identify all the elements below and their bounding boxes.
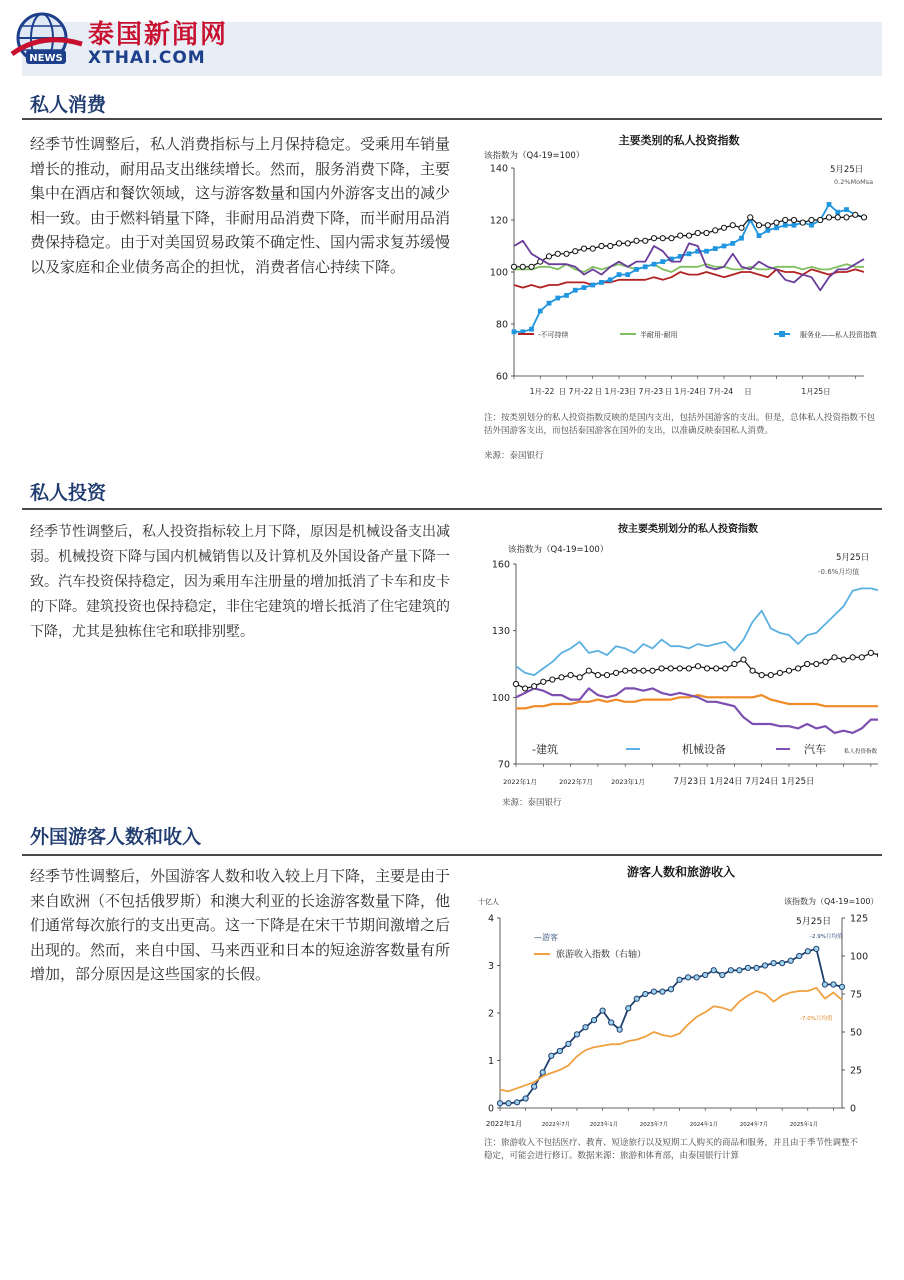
y-axis-unit: 该指数为（Q4-19=100） bbox=[484, 151, 585, 161]
data-point bbox=[564, 293, 569, 298]
data-point bbox=[599, 280, 604, 285]
x-tick-label: 2022年1月 bbox=[485, 1120, 523, 1128]
data-point bbox=[839, 984, 844, 989]
data-point bbox=[835, 215, 840, 220]
data-point bbox=[711, 968, 716, 973]
legend-label: 半耐用-耐用 bbox=[640, 331, 678, 339]
data-point bbox=[827, 202, 832, 207]
data-point bbox=[704, 249, 709, 254]
data-point bbox=[609, 1020, 614, 1025]
y2-tick-label: 25 bbox=[850, 1065, 863, 1077]
data-point bbox=[643, 238, 648, 243]
x-tick-label: 2022年1月 bbox=[503, 778, 537, 786]
data-point bbox=[694, 975, 699, 980]
data-point bbox=[850, 655, 855, 660]
change-label-lower: -7.0%月均值 bbox=[800, 1016, 833, 1022]
data-point bbox=[515, 1100, 520, 1105]
data-point bbox=[625, 241, 630, 246]
data-point bbox=[732, 661, 737, 666]
data-point bbox=[745, 965, 750, 970]
data-point bbox=[805, 661, 810, 666]
data-point bbox=[634, 996, 639, 1001]
data-point bbox=[669, 236, 674, 241]
data-point bbox=[713, 228, 718, 233]
y-axis-unit: 十亿人 bbox=[478, 898, 499, 906]
data-point bbox=[786, 668, 791, 673]
data-point bbox=[614, 670, 619, 675]
data-point bbox=[814, 946, 819, 951]
data-point bbox=[861, 215, 866, 220]
data-point bbox=[704, 230, 709, 235]
data-point bbox=[695, 664, 700, 669]
legend-label: 服务业——私人投资指数 bbox=[800, 331, 877, 339]
data-point bbox=[737, 968, 742, 973]
consumption-chart bbox=[478, 128, 878, 408]
data-point bbox=[844, 215, 849, 220]
data-point bbox=[796, 666, 801, 671]
data-point bbox=[590, 283, 595, 288]
globe-icon bbox=[8, 10, 86, 70]
data-point bbox=[623, 668, 628, 673]
x-tick-label: 2023年1月 bbox=[589, 1122, 619, 1128]
data-point bbox=[814, 661, 819, 666]
y-tick-label: 60 bbox=[495, 371, 508, 383]
legend-label: 私人投资指数 bbox=[844, 749, 878, 755]
data-point bbox=[660, 989, 665, 994]
date-label: 5月25日 bbox=[830, 165, 864, 175]
y-tick-label: 100 bbox=[491, 692, 510, 704]
data-point bbox=[771, 961, 776, 966]
data-point bbox=[651, 989, 656, 994]
legend-label: -建筑 bbox=[532, 743, 558, 756]
y2-tick-label: 0 bbox=[850, 1103, 857, 1115]
data-point bbox=[757, 233, 762, 238]
data-point bbox=[538, 309, 543, 314]
x-tick-label: 2025年1月 bbox=[789, 1122, 819, 1128]
data-point bbox=[877, 653, 878, 658]
investment-chart bbox=[478, 518, 878, 790]
data-point bbox=[643, 264, 648, 269]
data-point bbox=[859, 655, 864, 660]
tourism-chart bbox=[474, 858, 882, 1136]
data-point bbox=[809, 217, 814, 222]
series-line-0 bbox=[500, 949, 842, 1103]
data-point bbox=[788, 958, 793, 963]
data-point bbox=[677, 977, 682, 982]
data-point bbox=[559, 675, 564, 680]
data-point bbox=[650, 668, 655, 673]
data-point bbox=[523, 686, 528, 691]
news-badge: NEWS bbox=[29, 53, 63, 64]
data-point bbox=[756, 223, 761, 228]
date-label: 5月25日 bbox=[796, 917, 832, 927]
x-tick-label: 日 1月-23 bbox=[594, 387, 630, 396]
y-tick-label: 1 bbox=[487, 1056, 494, 1067]
data-point bbox=[523, 1096, 528, 1101]
change-label: 0.2%MoMsa bbox=[834, 178, 874, 186]
data-point bbox=[835, 210, 840, 215]
data-point bbox=[591, 1018, 596, 1023]
x-tick-label: 日 7月-24 bbox=[698, 387, 734, 396]
data-point bbox=[678, 233, 683, 238]
data-point bbox=[768, 673, 773, 678]
data-point bbox=[659, 666, 664, 671]
data-point bbox=[652, 262, 657, 267]
y-tick-label: 80 bbox=[495, 319, 508, 331]
data-point bbox=[783, 223, 788, 228]
data-point bbox=[625, 272, 630, 277]
x-tick-label: 7月23日 1月24日 7月24日 1月25日 bbox=[673, 777, 815, 787]
data-point bbox=[762, 963, 767, 968]
data-point bbox=[730, 241, 735, 246]
data-point bbox=[660, 259, 665, 264]
data-point bbox=[686, 233, 691, 238]
data-point bbox=[541, 679, 546, 684]
data-point bbox=[695, 230, 700, 235]
data-point bbox=[555, 251, 560, 256]
data-point bbox=[634, 238, 639, 243]
consumption-chart-note: 注：按类别划分的私人投资指数反映的是国内支出，包括外国游客的支出。但是，总体私人投资指数不包括外国游客支出，而包括泰国游客在国外的支出，以准确反映泰国私人消费。 bbox=[484, 413, 876, 436]
data-point bbox=[705, 666, 710, 671]
data-point bbox=[754, 965, 759, 970]
x-tick-label: 日 1月-24 bbox=[664, 387, 700, 396]
data-point bbox=[750, 668, 755, 673]
data-point bbox=[759, 673, 764, 678]
data-point bbox=[686, 666, 691, 671]
legend-label: —游客 bbox=[534, 933, 558, 942]
y-axis-unit: 该指数为（Q4-19=100） bbox=[508, 545, 609, 555]
legend-marker bbox=[779, 331, 785, 337]
y2-tick-label: 100 bbox=[850, 951, 869, 963]
data-point bbox=[540, 1070, 545, 1075]
data-point bbox=[818, 217, 823, 222]
data-point bbox=[774, 225, 779, 230]
x-tick-label: 日 7月-22 bbox=[558, 387, 594, 396]
data-point bbox=[600, 1008, 605, 1013]
data-point bbox=[792, 223, 797, 228]
x-tick-label: 2022年7月 bbox=[559, 778, 593, 786]
data-point bbox=[604, 673, 609, 678]
y-tick-label: 100 bbox=[489, 267, 508, 279]
data-point bbox=[741, 657, 746, 662]
data-point bbox=[599, 243, 604, 248]
data-point bbox=[703, 972, 708, 977]
consumption-paragraph: 经季节性调整后，私人消费指标与上月保持稳定。受乘用车销量增长的推动，耐用品支出继续增长。然而，服务消费下降，主要集中在酒店和餐饮领域，这与游客数量和国内外游客支出的减少相一致。由于燃料销量下降，非耐用品消费下降，而半耐用品消费保持稳定。由于对美国贸易政策不确定性、国内需求复苏缓慢以及家庭和企业债务高企的担忧，消费者信心持续下降。 bbox=[30, 135, 451, 276]
data-point bbox=[687, 251, 692, 256]
y-tick-label: 4 bbox=[487, 913, 494, 925]
data-point bbox=[529, 327, 534, 332]
data-point bbox=[765, 223, 770, 228]
x-tick-label: 1月25日 bbox=[801, 387, 831, 396]
data-point bbox=[765, 228, 770, 233]
data-point bbox=[546, 254, 551, 259]
y2-tick-label: 125 bbox=[850, 913, 869, 925]
data-point bbox=[651, 236, 656, 241]
tourism-chart-note: 注：旅游收入不包括医疗、教育、短途旅行以及短期工人购买的商品和服务，并且由于季节性调整不稳定，可能会进行修订。数据来源：旅游和体育部，由泰国银行计算 bbox=[484, 1138, 859, 1161]
data-point bbox=[550, 677, 555, 682]
section-title-investment: 私人投资 bbox=[30, 482, 107, 504]
x-tick-label: 2023年7月 bbox=[639, 1122, 669, 1128]
x-tick-label: 2023年1月 bbox=[611, 778, 645, 786]
data-point bbox=[823, 659, 828, 664]
data-point bbox=[532, 1084, 537, 1089]
series-line-1 bbox=[500, 988, 842, 1091]
legend-label: 旅游收入指数（右轴） bbox=[556, 950, 647, 960]
y-tick-label: 130 bbox=[491, 626, 510, 638]
data-point bbox=[721, 225, 726, 230]
data-point bbox=[791, 217, 796, 222]
data-point bbox=[668, 987, 673, 992]
data-point bbox=[777, 670, 782, 675]
data-point bbox=[739, 225, 744, 230]
data-point bbox=[722, 244, 727, 249]
chart-title: 按主要类别划分的私人投资指数 bbox=[618, 524, 758, 535]
legend-label: 机械设备 bbox=[682, 743, 726, 756]
x-tick-label: 日 bbox=[744, 387, 752, 396]
data-point bbox=[532, 684, 537, 689]
y-tick-label: 120 bbox=[489, 215, 508, 227]
change-label: -0.6%月均值 bbox=[818, 568, 860, 576]
site-logo[interactable] bbox=[8, 10, 228, 70]
data-point bbox=[668, 666, 673, 671]
data-point bbox=[714, 666, 719, 671]
data-point bbox=[730, 223, 735, 228]
y2-tick-label: 75 bbox=[850, 989, 863, 1001]
data-point bbox=[677, 666, 682, 671]
data-point bbox=[723, 666, 728, 671]
data-point bbox=[574, 1032, 579, 1037]
x-tick-label: 2024年7月 bbox=[739, 1122, 769, 1128]
data-point bbox=[809, 223, 814, 228]
data-point bbox=[583, 1025, 588, 1030]
data-point bbox=[632, 668, 637, 673]
data-point bbox=[506, 1101, 511, 1106]
data-point bbox=[780, 961, 785, 966]
y-tick-label: 3 bbox=[487, 961, 494, 972]
data-point bbox=[643, 991, 648, 996]
data-point bbox=[868, 650, 873, 655]
data-point bbox=[728, 968, 733, 973]
data-point bbox=[555, 296, 560, 301]
section-divider bbox=[22, 854, 882, 856]
data-point bbox=[573, 288, 578, 293]
data-point bbox=[582, 285, 587, 290]
data-point bbox=[520, 264, 525, 269]
y-tick-label: 2 bbox=[487, 1008, 494, 1020]
x-tick-label: 2024年1月 bbox=[689, 1122, 719, 1128]
data-point bbox=[566, 1041, 571, 1046]
data-point bbox=[800, 220, 805, 225]
y-tick-label: 140 bbox=[489, 163, 508, 175]
series-line-1 bbox=[514, 264, 864, 272]
data-point bbox=[573, 249, 578, 254]
x-tick-label: 2022年7月 bbox=[541, 1122, 571, 1128]
data-point bbox=[577, 675, 582, 680]
data-point bbox=[547, 301, 552, 306]
data-point bbox=[832, 655, 837, 660]
legend-label: -不可持续 bbox=[538, 331, 569, 339]
data-point bbox=[617, 1027, 622, 1032]
data-point bbox=[822, 982, 827, 987]
brand-name: 泰国新闻网 bbox=[88, 20, 229, 50]
data-point bbox=[720, 972, 725, 977]
data-point bbox=[608, 277, 613, 282]
change-label-upper: -2.9%月均值 bbox=[810, 934, 843, 940]
investment-paragraph: 经季节性调整后，私人投资指标较上月下降，原因是机械设备支出减弱。机械投资下降与国内机械销售以及计算机及外国设备产量下降一致。汽车投资保持稳定，因为乘用车注册量的增加抵消了卡车和皮卡的下降。建筑投资也保持稳定，非住宅建筑的增长抵消了住宅建筑的下降，尤其是独栋住宅和联排别墅。 bbox=[30, 524, 450, 640]
data-point bbox=[564, 251, 569, 256]
data-point bbox=[797, 953, 802, 958]
data-point bbox=[660, 236, 665, 241]
data-point bbox=[841, 657, 846, 662]
data-point bbox=[497, 1101, 502, 1106]
consumption-chart-source: 来源：泰国银行 bbox=[484, 451, 544, 461]
investment-chart-source: 来源：泰国银行 bbox=[502, 798, 562, 808]
data-point bbox=[739, 236, 744, 241]
data-point bbox=[586, 668, 591, 673]
data-point bbox=[513, 681, 518, 686]
section-divider bbox=[22, 118, 882, 120]
data-point bbox=[549, 1053, 554, 1058]
y-tick-label: 70 bbox=[497, 759, 510, 771]
data-point bbox=[581, 246, 586, 251]
x-tick-label: 1月-22 bbox=[529, 387, 555, 396]
data-point bbox=[529, 264, 534, 269]
data-point bbox=[783, 217, 788, 222]
brand-domain: XTHAI.COM bbox=[88, 48, 206, 68]
data-point bbox=[557, 1048, 562, 1053]
data-point bbox=[512, 329, 517, 334]
section-divider bbox=[22, 508, 882, 510]
data-point bbox=[641, 668, 646, 673]
section-title-tourism: 外国游客人数和收入 bbox=[30, 826, 202, 848]
data-point bbox=[511, 264, 516, 269]
data-point bbox=[686, 975, 691, 980]
date-label: 5月25日 bbox=[836, 553, 870, 563]
data-point bbox=[568, 673, 573, 678]
data-point bbox=[617, 272, 622, 277]
tourism-paragraph: 经季节性调整后，外国游客人数和收入较上月下降，主要是由于来自欧洲（不包括俄罗斯）和澳大利亚的长途游客数量下降，他们通常每次旅行的支出更高。这一下降是在宋干节期间激增之后出现的。然而，来自中国、马来西亚和日本的短途游客数量有所增加，部分原因是这些国家的长假。 bbox=[30, 867, 451, 983]
data-point bbox=[831, 982, 836, 987]
series-line-3 bbox=[516, 653, 878, 689]
x-tick-label: 日 7月-23 bbox=[628, 387, 664, 396]
data-point bbox=[748, 215, 753, 220]
section-title-consumption: 私人消费 bbox=[30, 94, 107, 116]
data-point bbox=[634, 267, 639, 272]
legend-label: 汽车 bbox=[804, 743, 826, 756]
data-point bbox=[590, 246, 595, 251]
data-point bbox=[853, 212, 858, 217]
data-point bbox=[774, 220, 779, 225]
y2-axis-unit: 该指数为（Q4-19=100） bbox=[784, 897, 879, 906]
chart-title: 游客人数和旅游收入 bbox=[626, 865, 736, 879]
data-point bbox=[826, 215, 831, 220]
data-point bbox=[616, 241, 621, 246]
data-point bbox=[595, 673, 600, 678]
y-tick-label: 160 bbox=[491, 559, 510, 571]
data-point bbox=[844, 207, 849, 212]
y-tick-label: 0 bbox=[487, 1103, 494, 1115]
data-point bbox=[713, 246, 718, 251]
data-point bbox=[608, 243, 613, 248]
chart-title: 主要类别的私人投资指数 bbox=[618, 134, 740, 147]
data-point bbox=[805, 949, 810, 954]
data-point bbox=[626, 1006, 631, 1011]
y2-tick-label: 50 bbox=[850, 1027, 863, 1039]
